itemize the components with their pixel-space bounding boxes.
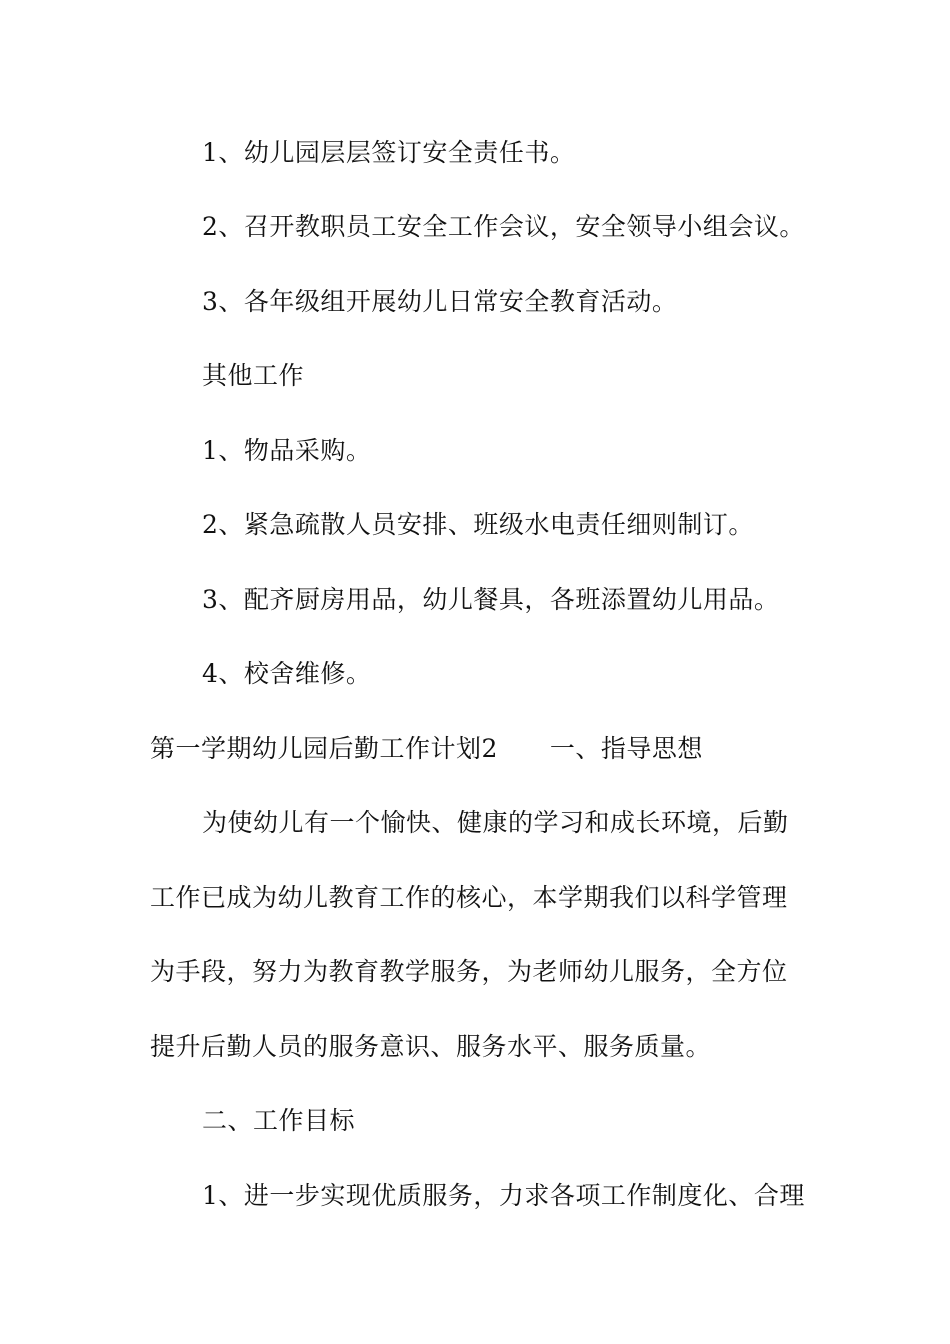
paragraph-line: 为使幼儿有一个愉快、健康的学习和成长环境，后勤	[202, 808, 789, 837]
section-title-line	[150, 732, 703, 766]
paragraph-line: 为手段，努力为教育教学服务，为老师幼儿服务，全方位	[150, 957, 788, 986]
text-line: 1、幼儿园层层签订安全责任书。	[202, 138, 576, 167]
paragraph-line: 提升后勤人员的服务意识、服务水平、服务质量。	[150, 1032, 712, 1061]
text-line: 3、配齐厨房用品，幼儿餐具，各班添置幼儿用品。	[202, 585, 780, 614]
subsection-heading: 其他工作	[202, 361, 305, 390]
text-line: 2、召开教职员工安全工作会议，安全领导小组会议。	[202, 212, 805, 241]
section-heading: 一、指导思想	[549, 734, 703, 763]
heading-work-goals: 二、工作目标	[202, 1106, 356, 1135]
text-line: 3、各年级组开展幼儿日常安全教育活动。	[202, 287, 678, 316]
paragraph-line: 工作已成为幼儿教育工作的核心，本学期我们以科学管理	[150, 883, 788, 912]
text-line: 1、物品采购。	[202, 436, 372, 465]
text-line: 1、进一步实现优质服务，力求各项工作制度化、合理	[202, 1181, 805, 1210]
section-title: 第一学期幼儿园后勤工作计划2	[150, 734, 498, 763]
text-line: 2、紧急疏散人员安排、班级水电责任细则制订。	[202, 510, 754, 539]
text-line: 4、校舍维修。	[202, 659, 372, 688]
